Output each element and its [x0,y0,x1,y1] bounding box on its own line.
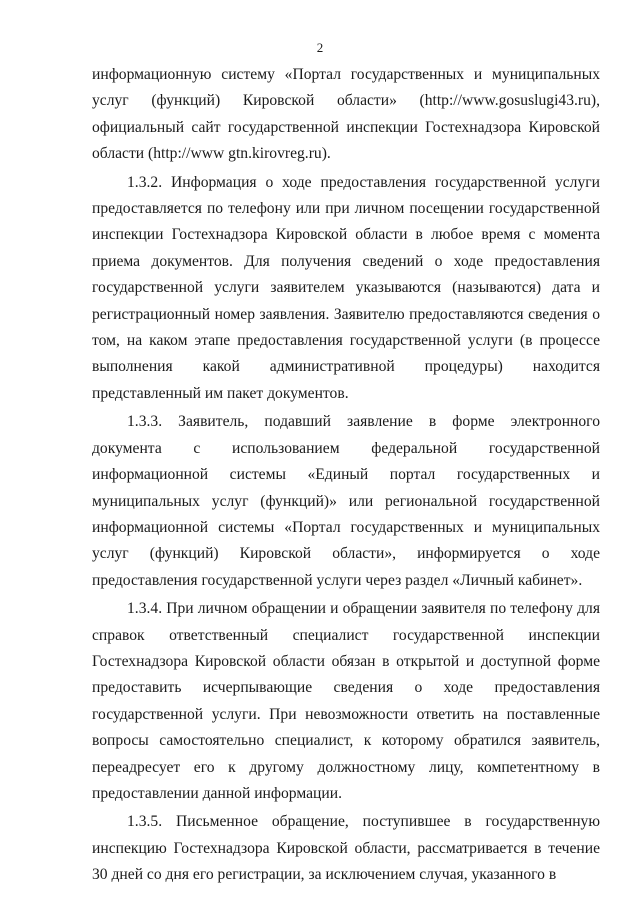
paragraph-1-3-5: 1.3.5. Письменное обращение, поступившее в государственную инспекцию Гостехнадзора Кировской области, рассматривается в течение 30 дней со дня его регистрации, за исключением случая, указанного в [92,813,600,884]
paragraph-1-3-4: 1.3.4. При личном обращении и обращении заявителя по телефону для справок ответственный специалист государственной инспекции Гостехнадзора Кировской области обязан в открытой и доступной форме предоставить исчерпывающие сведения о ходе предоставления государственной услуги. При невозможности ответить на поставленные вопросы самостоятельно специалист, к которому обратился заявитель, переадресует его к другому должностному лицу, компетентному в предоставлении данной информации. [92,600,600,802]
page-number: 2 [316,40,324,55]
paragraph-1-3-2: 1.3.2. Информация о ходе предоставления государственной услуги предоставляется по телефону или при личном посещении государственной инспекции Гостехнадзора Кировской области в любое время с момента приема документов. Для получения сведений о ходе предоставления государственной услуги заявителем указываются (называются) дата и регистрационный номер заявления. Заявителю предоставляются сведения о том, на каком этапе предоставления государственной услуги (в процессе выполнения какой административной процедуры) находится представленный им пакет документов. [92,173,600,402]
paragraph-continuation: информационную систему «Портал государственных и муниципальных услуг (функций) Кировской области» (http://www.gosuslugi43.ru), официальный сайт государственной инспекции Гостехнадзора Кировской области (http://www gtn.kirovreg.ru). [92,66,600,163]
document-body [92,62,600,889]
paragraph-1-3-3: 1.3.3. Заявитель, подавший заявление в форме электронного документа с использованием федеральной государственной информационной системы «Единый портал государственных и муниципальных услуг (функций)» или региональной государственной информационной системы «Портал государственных и муниципальных услуг (функций) Кировской области», информируется о ходе предоставления государственной услуги через раздел «Личный кабинет». [92,413,600,589]
